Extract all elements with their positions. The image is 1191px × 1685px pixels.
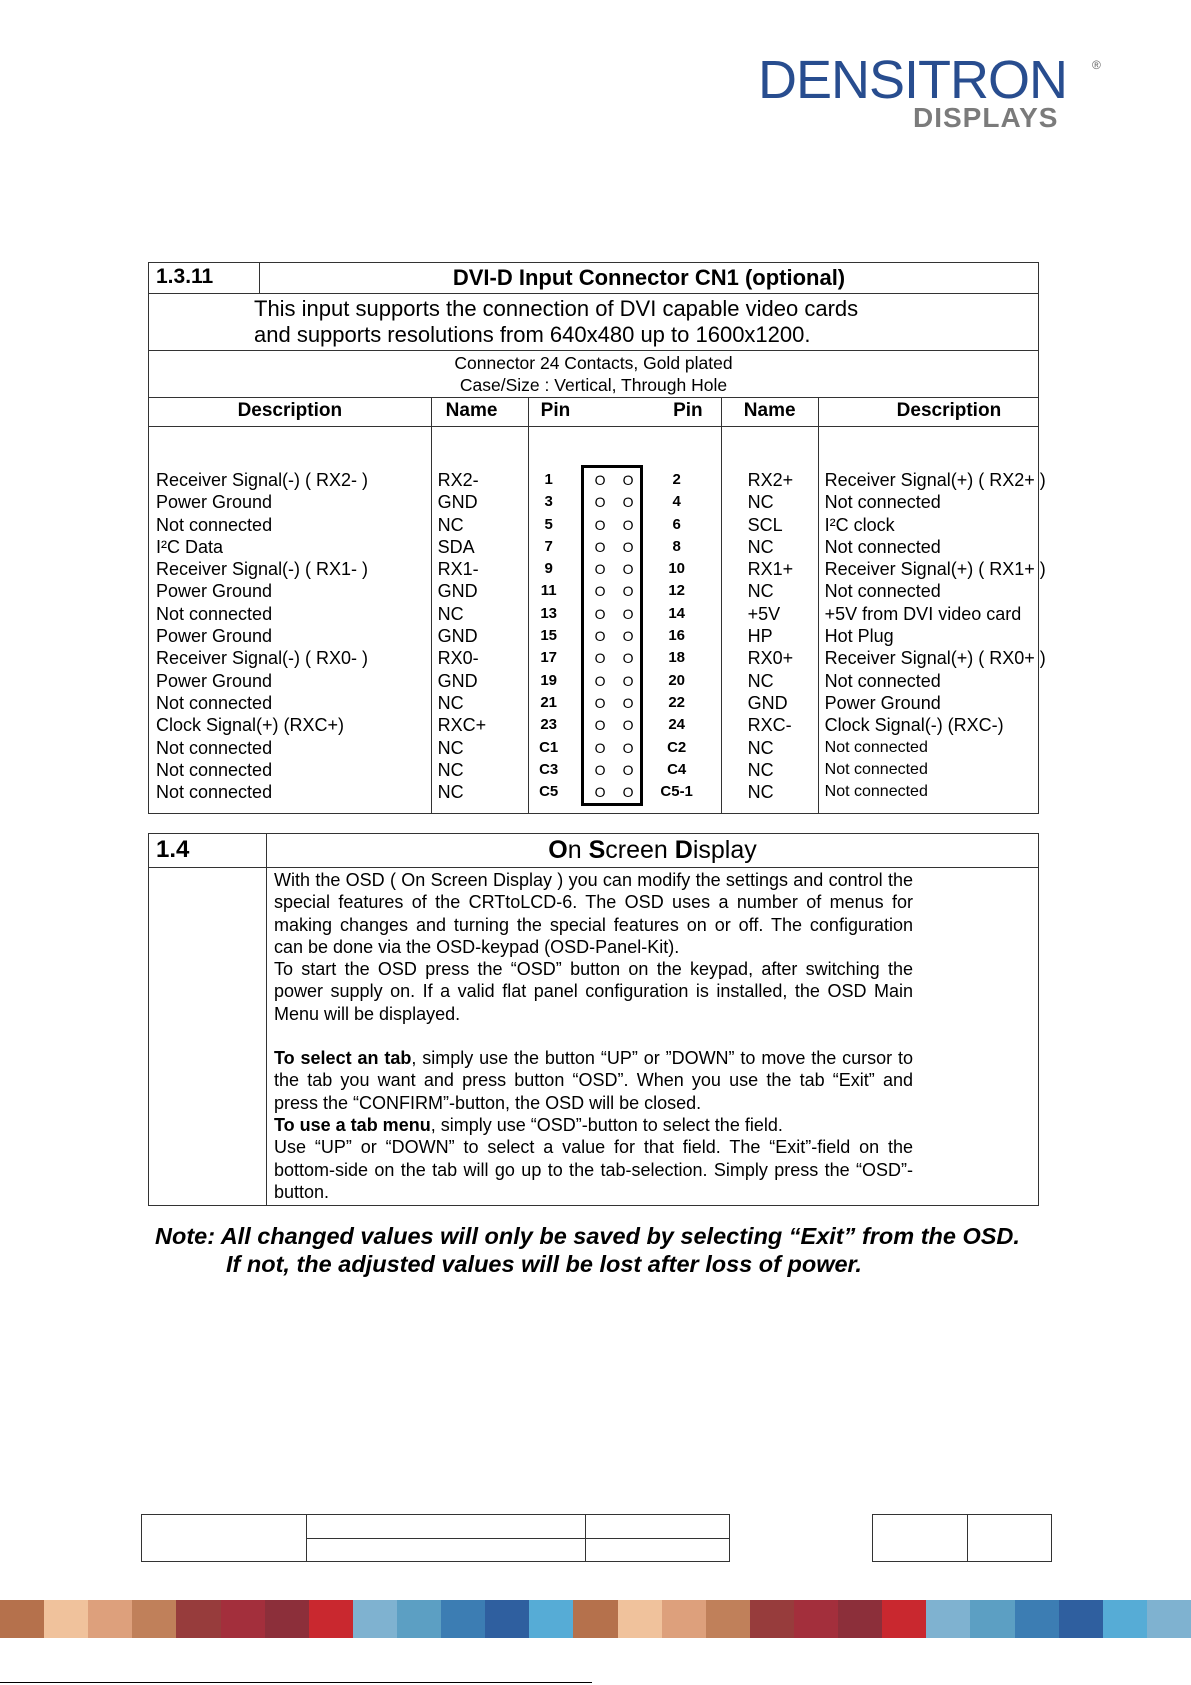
pin-name-left: GND: [437, 670, 478, 691]
pin-description-right: Not connected: [824, 738, 928, 756]
osd-blank-cell: [149, 868, 267, 1206]
pin-description-right: Hot Plug: [824, 626, 894, 647]
footer-cell: [307, 1538, 586, 1562]
pin-name-right: +5V: [747, 603, 781, 624]
pin-description-left: Not connected: [156, 603, 273, 624]
osd-title-part: n: [567, 836, 589, 864]
pin-number-right: 20: [668, 671, 685, 689]
dvi-connector-table: [148, 262, 1046, 814]
pin-name-left: RXC+: [437, 715, 487, 736]
osd-text: [267, 868, 1039, 1206]
osd-bold-lead: To select an tab: [274, 1048, 412, 1069]
pin-number-left: 9: [544, 560, 553, 578]
pin-name-right: NC: [747, 670, 774, 691]
pin-contact-icon: O: [622, 628, 634, 645]
color-swatch: [882, 1600, 926, 1638]
pin-contact-icon: O: [594, 650, 606, 667]
pin-number-left: 5: [544, 515, 553, 533]
pin-description-right: Receiver Signal(+) ( RX2+ ): [824, 470, 1046, 490]
pin-name-right: RX0+: [747, 648, 794, 669]
footer-table-right: [872, 1514, 1052, 1562]
color-swatch: [1015, 1600, 1059, 1638]
pin-name-right: NC: [747, 581, 774, 602]
logo-main-text: DENSITRON: [758, 50, 1068, 110]
pin-contact-icon: O: [594, 694, 606, 711]
osd-title-part: isplay: [692, 836, 757, 864]
footer-cell: [968, 1515, 1052, 1562]
header-description-right: Description: [818, 398, 1038, 427]
intro-line-1: This input supports the connection of DVI capable video cards: [254, 296, 859, 321]
osd-table: [148, 833, 1039, 1206]
footer-cell: [873, 1515, 968, 1562]
pin-description-left: Not connected: [156, 737, 273, 758]
osd-title-part: creen: [605, 836, 675, 864]
connector-line-2: Case/Size : Vertical, Through Hole: [459, 375, 728, 395]
pin-name-right: SCL: [747, 514, 783, 535]
pin-number-left: 13: [540, 604, 557, 622]
footer-cell: [586, 1538, 730, 1562]
header-pin-right: Pin: [673, 400, 703, 421]
pin-number-right: 18: [668, 649, 685, 667]
pin-description-left: Receiver Signal(-) ( RX2- ): [156, 470, 369, 490]
osd-title-part: D: [674, 836, 693, 864]
pin-contact-icon: O: [622, 472, 634, 488]
pin-contact-icon: O: [622, 784, 634, 801]
color-swatch: [838, 1600, 882, 1638]
pin-number-right: C4: [667, 760, 687, 778]
header-name-right: Name: [721, 398, 818, 427]
pin-number-right: 24: [668, 716, 685, 734]
pin-contact-icon: O: [622, 516, 634, 533]
pin-number-left: 11: [540, 582, 557, 600]
pin-contact-icon: O: [594, 761, 606, 778]
pin-number-right: 22: [668, 693, 685, 711]
color-swatch: [44, 1600, 88, 1638]
pin-number-left: C1: [539, 738, 559, 756]
color-swatch: [176, 1600, 220, 1638]
pin-description-left: Clock Signal(+) (RXC+): [156, 715, 345, 736]
pin-contact-icon: O: [594, 516, 606, 533]
company-logo: [758, 52, 1108, 136]
color-swatch: [706, 1600, 750, 1638]
osd-title-part: O: [548, 836, 568, 864]
osd-bold-lead: To use a tab menu: [274, 1114, 431, 1135]
pin-number-right: 12: [668, 582, 685, 600]
pin-number-right: C2: [667, 738, 687, 756]
pin-description-right: Not connected: [824, 783, 928, 801]
pin-contact-icon: O: [594, 739, 606, 756]
osd-paragraph: With the OSD ( On Screen Display ) you can modify the settings and control the special features of the CRTtoLCD-6. The OSD uses a number of menus for making changes and turning the special features on or off. The configuration can be done via the OSD-keypad (OSD-Panel-Kit).: [274, 870, 913, 957]
pin-number-right: 14: [668, 604, 685, 622]
pin-number-right: 8: [672, 537, 681, 555]
pin-description-right: Receiver Signal(+) ( RX0+ ): [824, 648, 1046, 669]
pin-name-left: NC: [437, 782, 464, 803]
pin-description-right: I²C clock: [824, 514, 895, 535]
pin-name-right: RX1+: [747, 559, 794, 580]
pin-contact-icon: O: [622, 717, 634, 734]
dvi-intro: [149, 294, 1039, 351]
pin-description-right: Receiver Signal(+) ( RX1+ ): [824, 559, 1046, 580]
pin-name-left: GND: [437, 492, 478, 513]
pin-description-right: Not connected: [824, 581, 941, 602]
pin-contact-icon: O: [594, 494, 606, 511]
pin-number-right: 2: [672, 471, 681, 488]
pin-number-right: 16: [668, 627, 685, 645]
pin-number-left: C5: [539, 783, 559, 801]
pin-name-left: NC: [437, 737, 464, 758]
pin-number-left: 15: [540, 627, 557, 645]
pin-number-right: C5-1: [660, 783, 693, 801]
connector-info: [149, 351, 1039, 398]
left-name-column: [431, 427, 528, 814]
footer-cell: [142, 1515, 307, 1562]
pin-contact-icon: O: [622, 650, 634, 667]
note-line-2: If not, the adjusted values will be lost after loss of power.: [226, 1251, 862, 1277]
pin-description-left: Not connected: [156, 759, 273, 780]
pin-name-right: NC: [747, 782, 774, 803]
header-description-left: Description: [149, 398, 432, 427]
pin-contact-icon: O: [622, 605, 634, 622]
footer-cell: [307, 1515, 586, 1539]
pin-number-left: 1: [544, 471, 553, 488]
color-swatch: [309, 1600, 353, 1638]
pin-description-right: Not connected: [824, 760, 928, 778]
pin-contact-icon: O: [594, 717, 606, 734]
note-line-1: Note: All changed values will only be saved by selecting “Exit” from the OSD.: [155, 1223, 1020, 1249]
pin-description-left: Not connected: [156, 782, 273, 803]
color-swatch: [221, 1600, 265, 1638]
pin-number-left: C3: [539, 760, 559, 778]
pin-name-right: HP: [747, 626, 773, 647]
pin-contact-icon: O: [594, 628, 606, 645]
footer-table-left: [141, 1514, 730, 1562]
pin-number-left: 23: [540, 716, 557, 734]
decorative-color-bar: [0, 1600, 1191, 1638]
header-pins: [528, 398, 721, 427]
osd-paragraph: To start the OSD press the “OSD” button on the keypad, after switching the power supply on. If a valid flat panel configuration is installed, the OSD Main Menu will be displayed.: [274, 959, 913, 1024]
right-name-column: [721, 427, 818, 814]
osd-title-part: S: [588, 836, 606, 864]
connector-line-1: Connector 24 Contacts, Gold plated: [454, 353, 733, 373]
pin-contact-icon: O: [594, 472, 606, 488]
pin-contact-icon: O: [594, 672, 606, 689]
pin-name-left: SDA: [437, 536, 475, 557]
pin-name-right: RX2+: [747, 470, 794, 490]
osd-section-number: 1.4: [149, 834, 267, 868]
intro-line-2: and supports resolutions from 640x480 up to 1600x1200.: [254, 322, 811, 347]
pin-name-right: NC: [747, 759, 774, 780]
osd-paragraph: [274, 1114, 913, 1136]
pin-name-left: RX2-: [437, 470, 479, 490]
color-swatch: [88, 1600, 132, 1638]
pin-contact-icon: O: [622, 694, 634, 711]
osd-text-run: , simply use “OSD”-button to select the field.: [430, 1114, 783, 1135]
color-swatch: [441, 1600, 485, 1638]
color-swatch: [265, 1600, 309, 1638]
connector-outline: [581, 465, 643, 806]
pin-description-right: Not connected: [824, 670, 941, 691]
pin-number-left: 7: [544, 537, 553, 555]
pin-name-left: NC: [437, 514, 464, 535]
pin-description-right: Not connected: [824, 536, 941, 557]
pin-description-left: Not connected: [156, 692, 273, 713]
logo-sub-text: DISPLAYS: [913, 102, 1059, 133]
bottom-rule: [0, 1682, 592, 1683]
pin-number-left: 3: [544, 493, 553, 511]
pin-name-left: RX1-: [437, 559, 479, 580]
pin-description-left: Power Ground: [156, 670, 273, 691]
header-pin-left: Pin: [540, 400, 571, 421]
pin-description-left: Receiver Signal(-) ( RX0- ): [156, 648, 369, 669]
color-swatch: [573, 1600, 617, 1638]
osd-paragraph: [274, 1047, 913, 1114]
color-swatch: [485, 1600, 529, 1638]
color-swatch: [662, 1600, 706, 1638]
color-swatch: [529, 1600, 573, 1638]
pin-contact-icon: O: [622, 538, 634, 555]
footer-cell: [586, 1515, 730, 1539]
pin-description-left: Power Ground: [156, 492, 273, 513]
pin-description-left: I²C Data: [156, 536, 224, 557]
left-description-column: [149, 427, 432, 814]
pin-description-right: Clock Signal(-) (RXC-): [824, 715, 1004, 736]
pin-description-right: Not connected: [824, 492, 941, 513]
right-description-column: [818, 427, 1046, 814]
pin-name-left: GND: [437, 626, 478, 647]
pin-contact-icon: O: [594, 561, 606, 578]
pin-name-left: NC: [437, 692, 464, 713]
header-name-left: Name: [431, 398, 528, 427]
pin-number-left: 19: [540, 671, 557, 689]
pin-contact-icon: O: [622, 494, 634, 511]
pin-contact-icon: O: [622, 672, 634, 689]
pin-number-left: 21: [540, 693, 557, 711]
color-swatch: [397, 1600, 441, 1638]
pin-number-right: 10: [668, 560, 685, 578]
pin-contact-icon: O: [622, 561, 634, 578]
color-swatch: [970, 1600, 1014, 1638]
section-title: DVI-D Input Connector CN1 (optional): [260, 263, 1039, 294]
pin-contact-icon: O: [594, 605, 606, 622]
pin-contact-icon: O: [622, 739, 634, 756]
note: [155, 1222, 1055, 1278]
pin-name-left: NC: [437, 603, 464, 624]
pin-contact-icon: O: [622, 583, 634, 600]
color-swatch: [926, 1600, 970, 1638]
pin-description-left: Power Ground: [156, 626, 273, 647]
color-swatch: [1147, 1600, 1191, 1638]
color-swatch: [1059, 1600, 1103, 1638]
pin-name-right: NC: [747, 737, 774, 758]
pin-contact-icon: O: [594, 784, 606, 801]
osd-section-title: [267, 834, 1039, 868]
pin-contact-icon: O: [594, 538, 606, 555]
pin-name-right: GND: [747, 692, 788, 713]
color-swatch: [794, 1600, 838, 1638]
color-swatch: [1103, 1600, 1147, 1638]
pin-description-left: Power Ground: [156, 581, 273, 602]
pin-description-left: Receiver Signal(-) ( RX1- ): [156, 559, 369, 580]
color-swatch: [618, 1600, 662, 1638]
pin-name-right: NC: [747, 492, 774, 513]
pin-description-right: Power Ground: [824, 692, 941, 713]
pin-name-right: NC: [747, 536, 774, 557]
pin-name-left: NC: [437, 759, 464, 780]
color-swatch: [0, 1600, 44, 1638]
pin-number-left: 17: [540, 649, 557, 667]
pin-name-right: RXC-: [747, 715, 792, 736]
color-swatch: [132, 1600, 176, 1638]
pin-name-left: RX0-: [437, 648, 479, 669]
pin-number-right: 4: [672, 493, 681, 511]
pin-description-right: +5V from DVI video card: [824, 603, 1022, 624]
pin-description-left: Not connected: [156, 514, 273, 535]
osd-paragraph: Use “UP” or “DOWN” to select a value for that field. The “Exit”-field on the bottom-side on the tab will go up to the tab-selection. Simply press the “OSD”-button.: [274, 1137, 913, 1202]
logo-registered-mark: ®: [1092, 58, 1101, 72]
pin-name-left: GND: [437, 581, 478, 602]
section-number: 1.3.11: [149, 263, 260, 294]
color-swatch: [353, 1600, 397, 1638]
color-swatch: [750, 1600, 794, 1638]
osd-text-run: , simply use the button “UP” or ”DOWN” to move the cursor to the tab you want and press button “OSD”. When you use the tab “Exit” and press the “CONFIRM”-button, the OSD will be closed.: [274, 1048, 914, 1113]
pin-column: [528, 427, 721, 814]
pin-number-right: 6: [672, 515, 681, 533]
pin-contact-icon: O: [622, 761, 634, 778]
pin-contact-icon: O: [594, 583, 606, 600]
